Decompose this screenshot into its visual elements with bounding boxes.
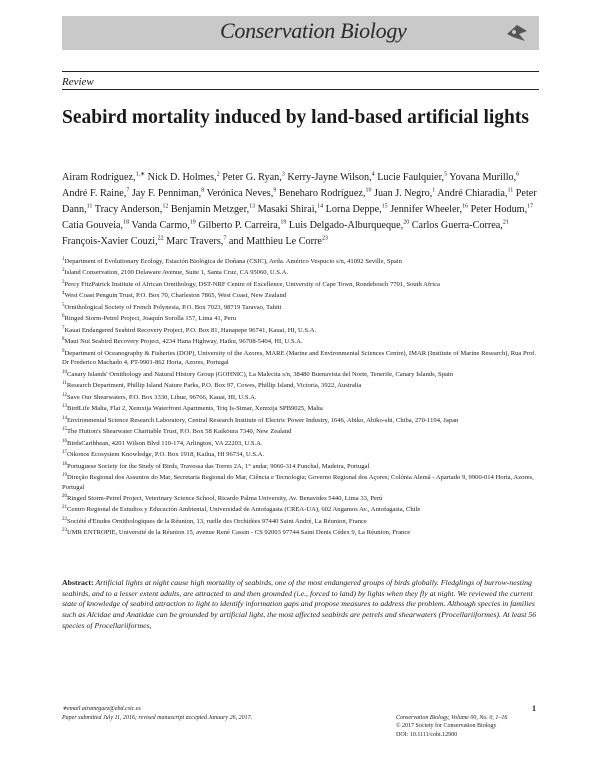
- affiliation-number: 21: [62, 505, 67, 511]
- author-name: André F. Raine,: [62, 188, 127, 200]
- affiliation-text: UMR ENTROPIE, Université de la Réunion 15, avenue René Cassin - CS 92003 97744 Saint Denis Cédex 9, La Réunion, France: [67, 529, 411, 537]
- affiliation-text: Direção Regional dos Assuntos do Mar, Secretaria Regional do Mar, Ciência e Tecnologia; Governo Regional dos Açores; Colónia Alemã - Apartado 9, 9900-014 Horta, Azores, Portugal: [62, 474, 534, 491]
- author-affiliation-mark: 18: [123, 219, 130, 226]
- author: [289, 220, 409, 231]
- affiliation-number: 22: [62, 516, 67, 522]
- author-name: Verónica Neves,: [206, 188, 274, 200]
- author-list: [62, 169, 542, 249]
- affiliation-item: [62, 414, 540, 425]
- author-name: Lorna Deppe,: [325, 204, 382, 216]
- affiliation-text: Department of Oceanography & Fisheries (DOP), University of the Azores, MARE (Marine and Environmental Sciences Centre), IMAR (Institute of Marine Research), Rua Prof. Dr Frederico Machado 4, PT-9901-862 Horta, Azores, Portugal: [62, 350, 537, 367]
- author: [166, 236, 226, 247]
- author-affiliation-mark: 17: [527, 203, 534, 210]
- article-title: Seabird mortality induced by land-based artificial lights: [62, 107, 529, 128]
- author-affiliation-mark: 14: [317, 203, 324, 210]
- author: [412, 220, 509, 231]
- author-affiliation-mark: 11: [86, 203, 93, 210]
- affiliation-number: 12: [62, 392, 67, 398]
- affiliation-number: 1: [62, 257, 65, 262]
- author-affiliation-mark: 21: [502, 219, 509, 226]
- journal-emblem-icon: [505, 22, 529, 44]
- author-name: Jay F. Penniman,: [131, 188, 202, 200]
- section-label: Review: [62, 76, 94, 88]
- header-rule: [62, 71, 539, 72]
- author-name: Beneharo Rodríguez,: [278, 188, 366, 200]
- page-number: 1: [532, 704, 536, 713]
- author: [287, 172, 374, 183]
- author-name: Lucie Faulquier,: [377, 172, 445, 184]
- affiliation-item: [62, 379, 540, 390]
- author: [132, 188, 204, 199]
- author-name: Tracy Anderson,: [94, 204, 163, 216]
- author: [62, 172, 145, 183]
- author: [62, 188, 129, 199]
- author-name: André Chiaradia,: [437, 188, 508, 200]
- author-name: Gilberto P. Carreira,: [198, 220, 281, 232]
- author: [471, 204, 534, 215]
- affiliation-text: Environmental Science Research Laboratory, Central Research Institute of Electric Power Industry, 1646, Abiko, Abiko-shi, Chiba, 270-1194, Japan: [67, 416, 459, 424]
- author-name: Catia Gouveia,: [62, 220, 124, 232]
- author: [279, 188, 372, 199]
- affiliation-text: Ringed Storm-Petrel Project, Joaquín Sorolla 157, Lima 41, Peru: [64, 315, 237, 323]
- affiliation-number: 16: [62, 438, 67, 444]
- section-rule: [62, 89, 539, 90]
- affiliation-text: Ornithological Society of French Polynesia, P.O. Box 7023, 98719 Taravao, Tahiti: [64, 304, 282, 312]
- author: [326, 204, 388, 215]
- affiliation-item: [62, 425, 540, 436]
- author-affiliation-mark: 9: [273, 187, 277, 194]
- author-affiliation-mark: 4: [371, 172, 375, 178]
- affiliation-item: [62, 391, 540, 402]
- author: [449, 172, 519, 183]
- affiliation-number: 5: [62, 302, 65, 308]
- affiliation-text: Canary Islands' Ornithology and Natural History Group (GOHNIC), La Malecita s/n, 38480 Buenavista del Norte, Tenerife, Canary Islands, Spain: [67, 370, 454, 378]
- affiliation-item: [62, 368, 540, 379]
- affiliation-number: 11: [62, 381, 67, 387]
- author-name: Kerry-Jayne Wilson,: [287, 172, 372, 184]
- author-affiliation-mark: 20: [403, 219, 410, 226]
- affiliation-text: Portuguese Society for the Study of Birds, Travessa das Torres 2A, 1° andar, 9060-314 Funchal, Madeira, Portugal: [67, 462, 370, 470]
- affiliation-text: BirdsCaribbean, 4201 Wilson Blvd 110-174, Arlington, VA 22203, U.S.A.: [67, 439, 263, 447]
- affiliation-number: 15: [62, 427, 67, 433]
- affiliation-item: [62, 289, 540, 300]
- affiliation-number: 9: [62, 348, 65, 354]
- author-affiliation-mark: 1: [432, 187, 436, 194]
- affiliation-item: [62, 460, 540, 471]
- author: [377, 172, 447, 183]
- affiliation-text: Save Our Shearwaters, P.O. Box 3330, Lihue, 96766, Kauai, HI, U.S.A.: [67, 393, 257, 401]
- affiliation-item: [62, 266, 540, 277]
- affiliation-item: [62, 492, 540, 503]
- author-affiliation-mark: 8: [201, 187, 205, 194]
- affiliation-text: Ringed Storm-Petrel Project, Veterinary Science School, Ricardo Palma University, Av. Benavides 5440, Lima 33, Perú: [67, 494, 383, 502]
- affiliation-text: Research Department, Phillip Island Nature Parks, P.O. Box 97, Cowes, Phillip Island, Victoria, 3922, Australia: [66, 382, 362, 390]
- affiliation-text: Oikonos Ecosystem Knowledge, P.O. Box 1918, Kailua, HI 96734, U.S.A.: [67, 451, 265, 459]
- author-name: Peter Hodum,: [470, 204, 528, 216]
- footnotes: [62, 705, 362, 722]
- affiliation-text: Percy FitzPatrick Institute of African Ornithology, DST-NRF Centre of Excellence, University of Cape Town, Rondebosch 7701, South Africa: [64, 281, 440, 289]
- copyright: © 2017 Society for Conservation Biology: [396, 723, 497, 729]
- author-affiliation-mark: 13: [249, 203, 256, 210]
- author-affiliation-mark: 19: [280, 219, 287, 226]
- affiliation-item: [62, 347, 540, 368]
- author: [198, 220, 286, 231]
- affiliation-number: 3: [62, 279, 65, 285]
- author-affiliation-mark: 12: [162, 203, 169, 210]
- author: [207, 188, 277, 199]
- author-name: and Matthieu Le Corre: [228, 236, 322, 248]
- affiliation-item: [62, 515, 540, 526]
- author-name: Benjamin Metzger,: [170, 204, 250, 216]
- author-affiliation-mark: 16: [462, 203, 469, 210]
- author: [222, 172, 285, 183]
- author: [95, 204, 169, 215]
- affiliation-number: 10: [62, 369, 67, 375]
- affiliation-number: 18: [62, 461, 67, 467]
- affiliation-number: 4: [62, 291, 65, 297]
- author-name: Yovana Murillo,: [449, 172, 517, 184]
- author-affiliation-mark: 7: [126, 187, 130, 194]
- author-name: Masaki Shirai,: [257, 204, 318, 216]
- affiliation-number: 20: [62, 493, 67, 499]
- citation: Conservation Biology, Volume 00, No. 0, 1–16: [396, 714, 508, 721]
- affiliation-item: [62, 255, 540, 266]
- author: [171, 204, 255, 215]
- author-name: Luis Delgado-Alburqueque,: [288, 220, 404, 232]
- affiliation-text: West Coast Penguin Trust, P.O. Box 70, Charleston 7865, West Coast, New Zealand: [64, 292, 287, 300]
- affiliation-item: [62, 324, 540, 335]
- affiliation-item: [62, 448, 540, 459]
- affiliation-text: BirdLife Malta, Flat 2, Xemxija Waterfront Apartments, Triq Is-Simar, Xemxija SPB9025, Malta: [67, 405, 323, 413]
- affiliation-text: Centro Regional de Estudios y Educación Ambiental, Universidad de Antofagasta (CREA-UA), 602 Angamos Av., Antofagasta, Chile: [67, 506, 421, 514]
- affiliation-text: Kauai Endangered Seabird Recovery Project, P.O. Box 81, Hanapepe 96741, Kauai, HI, U.S.A.: [64, 327, 317, 335]
- journal-title: Conservation Biology: [220, 18, 407, 43]
- affiliation-item: [62, 437, 540, 448]
- author: [148, 172, 220, 183]
- author-name: François-Xavier Couzi,: [62, 236, 158, 248]
- affiliation-item: [62, 402, 540, 413]
- author-affiliation-mark: 2: [216, 172, 220, 178]
- author-affiliation-mark: 5: [444, 172, 448, 178]
- author-affiliation-mark: 3: [281, 172, 285, 178]
- abstract: [62, 578, 540, 632]
- affiliation-item: [62, 471, 540, 492]
- affiliation-text: Island Conservation, 2100 Delaware Avenue, Suite 1, Santa Cruz, CA 95060, U.S.A.: [64, 269, 288, 277]
- affiliation-text: Société d'Etudes Ornithologiques de la Réunion, 13, ruelle des Orchidées 97440 Saint André, La Réunion, France: [67, 517, 367, 525]
- corresponding-email[interactable]: ∗email airamrguez@ebd.csic.es: [62, 706, 141, 712]
- affiliation-number: 8: [62, 337, 65, 343]
- author-affiliation-mark: 19: [189, 219, 196, 226]
- affiliation-item: [62, 312, 540, 323]
- doi-link[interactable]: DOI: 10.1111/cobi.12900: [396, 731, 458, 738]
- affiliation-number: 2: [62, 268, 65, 274]
- author: [437, 188, 513, 199]
- author-affiliation-mark: 11: [507, 187, 514, 194]
- affiliation-number: 6: [62, 314, 65, 320]
- author-name: Jennifer Wheeler,: [390, 204, 463, 216]
- affiliation-text: Maui Nui Seabird Recovery Project, 4234 Hana Highway, Haiku, 96708-5404, HI, U.S.A.: [64, 338, 303, 346]
- affiliation-list: [62, 255, 540, 538]
- author: [374, 188, 435, 199]
- affiliation-item: [62, 301, 540, 312]
- submission-dates: Paper submitted July 11, 2016; revised manuscript accepted January 26, 2017.: [62, 714, 253, 721]
- author: [62, 220, 129, 231]
- author-name: Juan J. Negro,: [374, 188, 433, 200]
- author: [390, 204, 468, 215]
- author: [229, 236, 328, 247]
- affiliation-number: 17: [62, 450, 67, 456]
- affiliation-number: 7: [62, 325, 65, 331]
- affiliation-number: 19: [62, 473, 67, 479]
- affiliation-text: The Hutton's Shearwater Charitable Trust, P.O. Box 58 Kaikōura 7340, New Zealand: [67, 428, 292, 436]
- author-affiliation-mark: 10: [365, 187, 372, 194]
- author-name: Peter G. Ryan,: [222, 172, 282, 184]
- author-name: Airam Rodríguez,: [62, 172, 136, 184]
- author: [131, 220, 195, 231]
- affiliation-item: [62, 335, 540, 346]
- footer-citation-block: [396, 705, 536, 739]
- author-affiliation-mark: 22: [157, 235, 164, 242]
- author-name: Vanda Carmo,: [131, 220, 190, 232]
- abstract-text: Artificial lights at night cause high mortality of seabirds, one of the most endangered groups of birds globally. Fledglings of burrow-nesting seabirds, and to a lesser extent adults, are attracted to and then grounded (i.e., forced to land) by lights when they fly at night. We reviewed the current state of knowledge of seabird attraction to light to identify information gaps and propose measures to address the problem. Although species in families such as Alcidae and Anatidae can be grounded by artificial light, the most affected seabirds are petrels and shearwaters (Procellariiformes). At least 56 species of Procellariiformes,: [62, 578, 537, 630]
- affiliation-item: [62, 278, 540, 289]
- affiliation-number: 14: [62, 415, 67, 421]
- author: [258, 204, 323, 215]
- author-affiliation-mark: 23: [321, 235, 328, 242]
- author-name: Carlos Guerra-Correa,: [411, 220, 503, 232]
- affiliation-number: 13: [62, 404, 67, 410]
- author-affiliation-mark: 15: [381, 203, 388, 210]
- author-affiliation-mark: 7: [223, 235, 227, 242]
- abstract-label: Abstract:: [62, 578, 94, 587]
- author: [62, 236, 164, 247]
- author-name: Marc Travers,: [166, 236, 224, 248]
- affiliation-item: [62, 503, 540, 514]
- affiliation-item: [62, 526, 540, 537]
- affiliation-text: Department of Evolutionary Ecology, Estación Biológica de Doñana (CSIC), Avda. Américo Vespucio s/n, 41092 Seville, Spain: [64, 258, 402, 266]
- author-name: Nick D. Holmes,: [147, 172, 217, 184]
- affiliation-number: 23: [62, 528, 67, 534]
- author-name: Peter Dann,: [62, 188, 537, 216]
- author-affiliation-mark: 1,∗: [135, 172, 146, 178]
- author-affiliation-mark: 6: [516, 172, 520, 178]
